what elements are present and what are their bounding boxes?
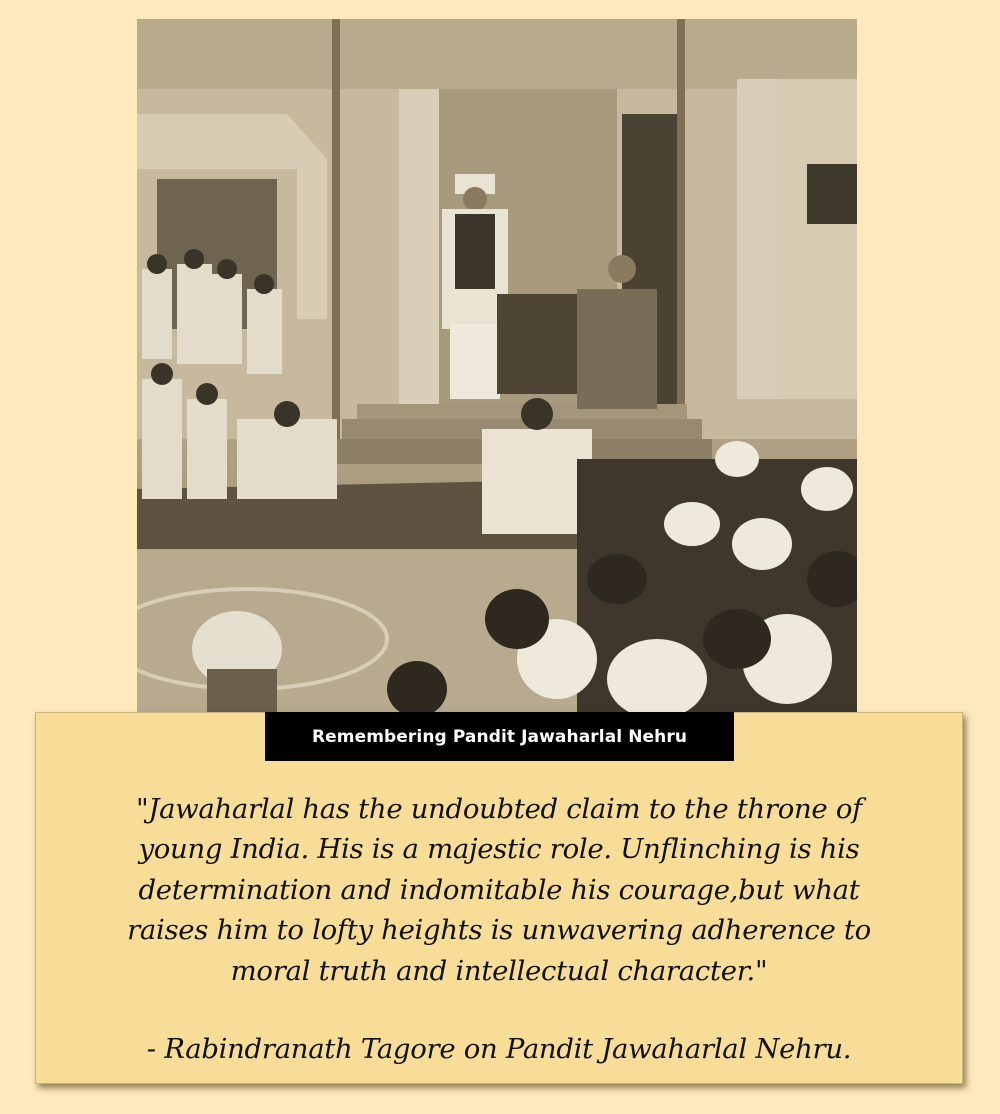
- quote-line: raises him to lofty heights is unwavering adherence to: [127, 914, 871, 947]
- quote-line: young India. His is a majestic role. Unflinching is his: [138, 833, 860, 866]
- title-banner: Remembering Pandit Jawaharlal Nehru: [265, 712, 734, 761]
- historical-photograph: [137, 19, 857, 719]
- quote-attribution: - Rabindranath Tagore on Pandit Jawaharlal Nehru.: [146, 1033, 852, 1065]
- sepia-photo-illustration: [137, 19, 857, 719]
- quote-line: determination and indomitable his courage,but what: [138, 873, 860, 906]
- quote-line: moral truth and intellectual character.": [230, 954, 768, 987]
- quote-line: "Jawaharlal has the undoubted claim to the throne of: [136, 793, 862, 825]
- quote-card: [35, 712, 963, 1084]
- quote-text: [76, 789, 922, 991]
